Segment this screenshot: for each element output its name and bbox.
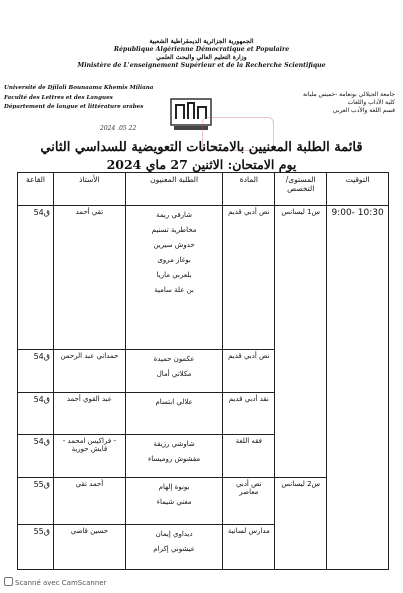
- header-time: التوقيت: [327, 173, 389, 206]
- students-cell: [125, 349, 223, 392]
- subject-cell: نقد أدبي قديم: [223, 393, 275, 435]
- student-name: شاوشي رزيقة: [153, 440, 195, 449]
- table-row: [18, 206, 389, 349]
- university-name-fr: Université de Djilali Bounaama Khemis Miliana: [4, 85, 154, 91]
- students-cell: [125, 393, 223, 435]
- header-center: [0, 38, 403, 70]
- teacher-cell: حمداني عبد الرحمن: [54, 349, 126, 392]
- camscanner-icon: [4, 577, 13, 586]
- student-name: عيشوني إكرام: [153, 545, 195, 554]
- teacher-cell: عبد القوي أحمد: [54, 393, 126, 435]
- university-name-ar: جامعة الجيلالي بونعامة -خميس مليانة: [302, 91, 395, 98]
- subject-cell: نص أدبي قديم: [223, 206, 275, 349]
- student-name: بوغاز مروى: [157, 256, 191, 265]
- header-center-line: Ministère de L'enseignement Supérieur et de la Recherche Scientifique: [77, 62, 326, 69]
- room-cell: ق55: [18, 525, 54, 570]
- header-center-line: République Algérienne Démocratique et Populaire: [113, 46, 290, 53]
- students-cell: [125, 435, 223, 478]
- student-name: علالي ابتسام: [155, 398, 193, 407]
- subject-cell: نص أدبي قديم: [223, 349, 275, 392]
- student-name: بونوة إلهام: [158, 483, 190, 492]
- student-name: بلعربي ماريا: [156, 271, 192, 280]
- students-cell: [125, 206, 223, 349]
- level-cell: س2 ليسانس: [275, 478, 327, 570]
- department-name-ar: قسم اللغة والأدب العربي: [332, 107, 395, 114]
- students-cell: [125, 478, 223, 525]
- scanner-footer: [4, 577, 106, 587]
- header-teacher: الأستاذ: [54, 173, 126, 206]
- student-name: مغني شيماء: [156, 498, 192, 507]
- room-cell: ق54: [18, 435, 54, 478]
- date-annotation: 2024 .05 22: [100, 125, 137, 132]
- subject-cell: نص أدبي معاصر: [223, 478, 275, 525]
- exam-table: [17, 172, 389, 570]
- room-cell: ق54: [18, 349, 54, 392]
- students-cell: [125, 525, 223, 570]
- room-cell: ق54: [18, 393, 54, 435]
- room-cell: ق55: [18, 478, 54, 525]
- header-level: المستوى/ التخصص: [275, 173, 327, 206]
- teacher-cell: - فراكيس امحمد - قايش حورية: [54, 435, 126, 478]
- student-name: عكمون حميدة: [153, 354, 195, 363]
- time-cell: 9:00- 10:30: [327, 206, 389, 570]
- header-subject: المادة: [223, 173, 275, 206]
- student-name: بن علة سامية: [154, 286, 194, 295]
- student-name: ديداوي إيمان: [155, 530, 193, 539]
- header-room: القاعة: [18, 173, 54, 206]
- student-name: مقشوش روميساء: [147, 455, 201, 464]
- header-students: الطلبة المعنيون: [125, 173, 223, 206]
- faculty-name-ar: كلية الآداب واللغات: [347, 99, 395, 106]
- faculty-name-fr: Faculté des Lettres et des Langues: [4, 94, 113, 101]
- subject-cell: مدارس لسانية: [223, 525, 275, 570]
- subject-cell: فقه اللغة: [223, 435, 275, 478]
- exam-date: يوم الامتحان: الاثنين 27 ماي 2024: [106, 157, 297, 172]
- header-center-line: وزارة التعليم العالي والبحث العلمي: [156, 54, 247, 61]
- student-name: شارفي ريمة: [156, 211, 193, 220]
- teacher-cell: حسين قاضي: [54, 525, 126, 570]
- department-name-fr: Département de langue et littérature arabes: [4, 104, 144, 110]
- student-name: مكلاتي أمال: [156, 369, 192, 378]
- page-title: قائمة الطلبة المعنيين بالامتحانات التعويضية للسداسي الثاني: [40, 140, 363, 155]
- room-cell: ق54: [18, 206, 54, 349]
- footer-text: Scanné avec CamScanner: [15, 579, 107, 587]
- teacher-cell: أحمد تقي: [54, 478, 126, 525]
- header-left: [4, 85, 154, 112]
- student-name: حدوش سيرين: [153, 241, 195, 250]
- table-header-row: [18, 173, 389, 206]
- level-cell: س1 ليسانس: [275, 206, 327, 478]
- header-center-line: الجمهورية الجزائرية الديمقراطية الشعبية: [149, 38, 254, 45]
- teacher-cell: تقي أحمد: [54, 206, 126, 349]
- student-name: مخاطرية تسنيم: [151, 226, 197, 235]
- header-right: [265, 91, 395, 115]
